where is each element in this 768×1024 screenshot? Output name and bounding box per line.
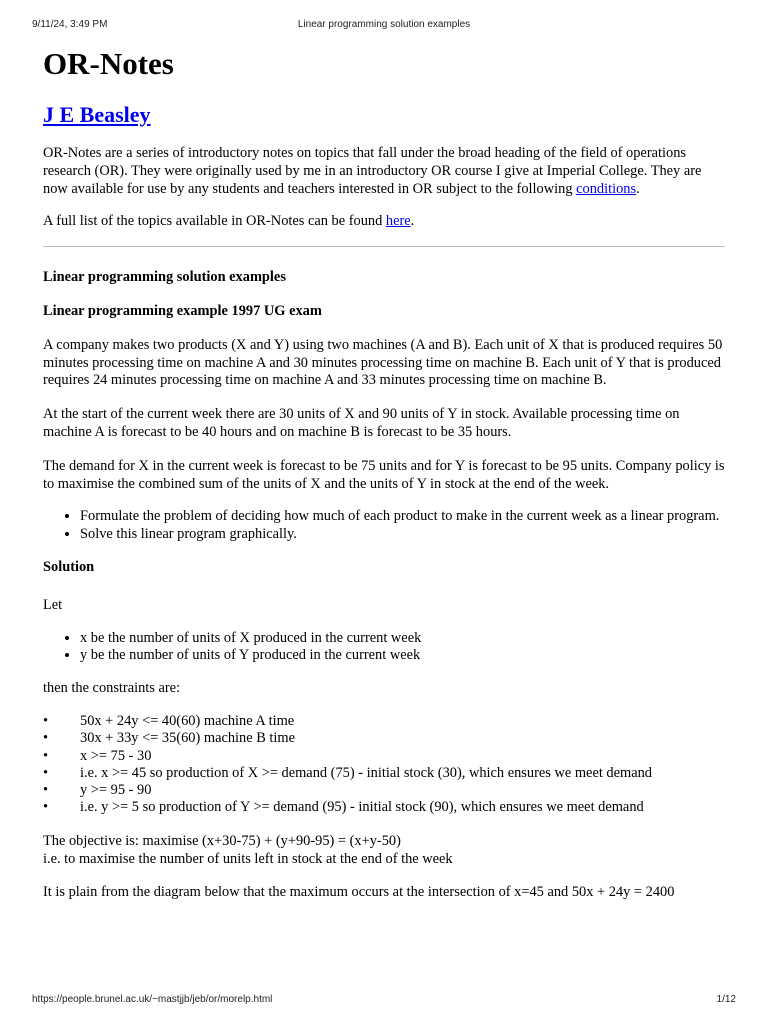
- let-text: Let: [43, 596, 63, 613]
- topics-text: A full list of the topics available in OR-Notes can be found: [43, 213, 386, 230]
- print-page-number: 1/12: [716, 994, 736, 1005]
- print-url: https://people.brunel.ac.uk/~mastjjb/jeb/or/morelp.html: [32, 994, 273, 1005]
- variable-list: [43, 630, 725, 665]
- intro-paragraph: OR-Notes are a series of introductory notes on topics that fall under the broad heading of the field of operations research (OR). They were originally used by me in an introductory OR course I give at Imperial College. They are now available for use by any students and teachers interested in OR subject to the following conditions.: [43, 145, 702, 197]
- list-item: • y >= 95 - 90: [80, 782, 725, 799]
- constraints-intro: then the constraints are:: [43, 680, 181, 697]
- list-item: • 50x + 24y <= 40(60) machine A time: [80, 713, 725, 730]
- topics-paragraph: A full list of the topics available in OR-Notes can be found here.: [43, 213, 415, 230]
- example-title: Linear programming example 1997 UG exam: [43, 302, 322, 319]
- list-item: • x >= 75 - 30: [80, 748, 725, 765]
- list-item: • 30x + 33y <= 35(60) machine B time: [80, 730, 725, 747]
- print-datetime: 9/11/24, 3:49 PM: [32, 19, 108, 30]
- here-link[interactable]: here: [385, 213, 411, 230]
- print-page-title: Linear programming solution examples: [297, 19, 471, 30]
- intro-text: OR-Notes are a series of introductory notes on topics that fall under the broad heading of the field of operations research (OR). They were originally used by me in an introductory OR course I give at Imperial College. They are now available for use by any students and teachers interested in OR subject to the following: [43, 145, 702, 197]
- author-link[interactable]: J E Beasley: [43, 102, 151, 127]
- section-title: Linear programming solution examples: [43, 269, 286, 286]
- problem-paragraph-3: The demand for X in the current week is forecast to be 75 units and for Y is forecast to be 95 units. Company policy is to maximise the combined sum of the units of X and the units of Y in stock at the end of the week.: [43, 457, 725, 492]
- final-paragraph: It is plain from the diagram below that the maximum occurs at the intersection of x=45 and 50x + 24y = 2400: [43, 884, 675, 901]
- divider: [43, 246, 725, 247]
- list-item: • Formulate the problem of deciding how much of each product to make in the current week as a linear program.: [80, 508, 725, 525]
- conditions-link[interactable]: conditions: [576, 180, 637, 197]
- objective-line-2: i.e. to maximise the number of units left in stock at the end of the week: [43, 850, 453, 867]
- list-item: • Solve this linear program graphically.: [80, 526, 725, 543]
- list-item: • y be the number of units of Y produced in the current week: [80, 647, 725, 664]
- task-list: [43, 508, 725, 543]
- list-item: • i.e. y >= 5 so production of Y >= demand (95) - initial stock (90), which ensures we meet demand: [80, 799, 725, 816]
- document-body: [43, 44, 725, 902]
- page-title: OR-Notes: [43, 46, 174, 81]
- solution-title: Solution: [43, 558, 95, 575]
- author-heading: [43, 102, 725, 128]
- list-item: • x be the number of units of X produced in the current week: [80, 630, 725, 647]
- constraint-list: [43, 713, 725, 817]
- problem-paragraph-1: A company makes two products (X and Y) using two machines (A and B). Each unit of X that is produced requires 50 minutes processing time on machine A and 30 minutes processing time on machine B. Each unit of Y that is produced requires 24 minutes processing time on machine A and 33 minutes processing time on machine B.: [43, 336, 723, 389]
- objective-line-1: The objective is: maximise (x+30-75) + (y+90-95) = (x+y-50): [43, 832, 401, 849]
- problem-paragraph-2: At the start of the current week there are 30 units of X and 90 units of Y in stock. Available processing time on machine A is forecast to be 40 hours and on machine B is forecast to be 35 hours.: [43, 406, 680, 440]
- list-item: • i.e. x >= 45 so production of X >= demand (75) - initial stock (30), which ensures we meet demand: [80, 765, 725, 782]
